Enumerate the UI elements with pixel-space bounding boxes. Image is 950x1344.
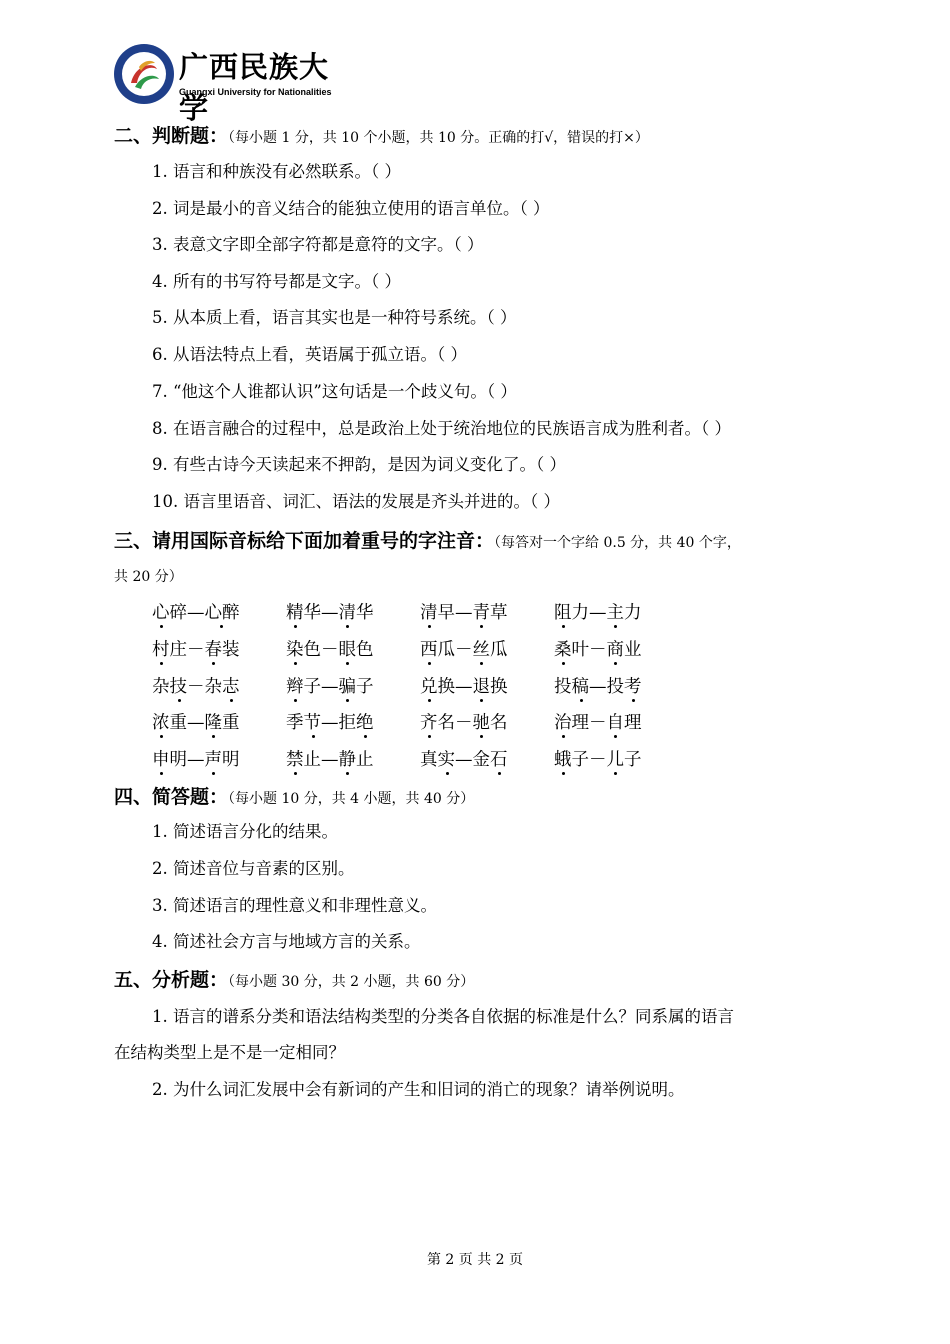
university-name-en: Guangxi University for Nationalities <box>179 87 332 97</box>
emphasis-dot <box>294 772 297 775</box>
emphasis-dot <box>160 735 163 738</box>
emphasis-dot <box>614 772 617 775</box>
section4-heading <box>114 785 474 811</box>
word-pair: 染色－眼色 <box>286 640 374 660</box>
section3-note: （每答对一个字给 0.5 分，共 40 个字， <box>494 535 741 551</box>
page-number: 第 2 页 共 2 页 <box>426 1252 524 1268</box>
word-pair: 申明—声明 <box>152 750 240 770</box>
emphasis-dot <box>160 662 163 665</box>
word-pair: 真实—金石 <box>420 750 508 770</box>
section3-heading <box>114 529 741 555</box>
section5-note: （每小题 30 分，共 2 小题，共 60 分） <box>228 974 475 990</box>
emphasis-dot <box>212 772 215 775</box>
section3-note-continued: 共 20 分） <box>114 569 183 585</box>
emphasis-dot <box>312 735 315 738</box>
section3-title: 三、请用国际音标给下面加着重号的字注音： <box>114 530 495 552</box>
emphasis-dot <box>346 772 349 775</box>
university-logo <box>113 43 353 125</box>
word-pair: 兑换—退换 <box>420 677 508 697</box>
emphasis-dot <box>562 735 565 738</box>
emphasis-dot <box>160 625 163 628</box>
emphasis-dot <box>346 625 349 628</box>
analysis-item-1-line1: 1. 语言的谱系分类和语法结构类型的分类各自依据的标准是什么？同系属的语言 <box>152 1007 734 1026</box>
judge-item: 4. 所有的书写符号都是文字。（ ） <box>152 272 401 291</box>
section2-heading <box>114 124 649 150</box>
section4-note: （每小题 10 分，共 4 小题，共 40 分） <box>228 791 475 807</box>
word-pair: 治理－自理 <box>554 713 642 733</box>
judge-item: 2. 词是最小的音义结合的能独立使用的语言单位。（ ） <box>152 199 550 218</box>
judge-item: 6. 从语法特点上看，英语属于孤立语。（ ） <box>152 345 467 364</box>
emphasis-dot <box>428 625 431 628</box>
university-seal-icon <box>113 43 175 105</box>
section5-heading <box>114 968 474 994</box>
emphasis-dot <box>480 735 483 738</box>
word-pair: 辫子—骗子 <box>286 677 374 697</box>
word-pair: 浓重—隆重 <box>152 713 240 733</box>
analysis-item-1-line2: 在结构类型上是不是一定相同？ <box>114 1043 345 1062</box>
judge-item: 9. 有些古诗今天读起来不押韵，是因为词义变化了。（ ） <box>152 455 566 474</box>
emphasis-dot <box>294 699 297 702</box>
judge-item: 10. 语言里语音、词汇、语法的发展是齐头并进的。（ ） <box>152 492 560 511</box>
emphasis-dot <box>294 662 297 665</box>
word-pair: 清早—青草 <box>420 603 508 623</box>
emphasis-dot <box>428 662 431 665</box>
emphasis-dot <box>614 735 617 738</box>
section4-title: 四、简答题： <box>114 786 229 808</box>
emphasis-dot <box>580 699 583 702</box>
word-pair: 季节—拒绝 <box>286 713 374 733</box>
analysis-item-2: 2. 为什么词汇发展中会有新词的产生和旧词的消亡的现象？请举例说明。 <box>152 1080 685 1099</box>
emphasis-dot <box>364 735 367 738</box>
word-pair: 杂技－杂志 <box>152 677 240 697</box>
university-name-cn: 广西民族大学 <box>179 50 330 125</box>
emphasis-dot <box>428 699 431 702</box>
word-pair: 心碎—心醉 <box>152 603 240 623</box>
emphasis-dot <box>220 625 223 628</box>
emphasis-dot <box>346 662 349 665</box>
emphasis-dot <box>632 699 635 702</box>
emphasis-dot <box>562 625 565 628</box>
emphasis-dot <box>446 772 449 775</box>
judge-item: 7. “他这个人谁都认识”这句话是一个歧义句。（ ） <box>152 382 517 401</box>
word-pair: 蛾子－儿子 <box>554 750 642 770</box>
emphasis-dot <box>562 772 565 775</box>
short-answer-item: 2. 简述音位与音素的区别。 <box>152 859 355 878</box>
emphasis-dot <box>230 699 233 702</box>
word-pair: 阻力—主力 <box>554 603 642 623</box>
word-pair: 村庄－春装 <box>152 640 240 660</box>
judge-item: 8. 在语言融合的过程中，总是政治上处于统治地位的民族语言成为胜利者。（ ） <box>152 419 731 438</box>
emphasis-dot <box>480 625 483 628</box>
emphasis-dot <box>614 662 617 665</box>
emphasis-dot <box>212 735 215 738</box>
word-pair: 西瓜－丝瓜 <box>420 640 508 660</box>
emphasis-dot <box>294 625 297 628</box>
emphasis-dot <box>212 662 215 665</box>
word-pair: 投稿—投考 <box>554 677 642 697</box>
judge-item: 3. 表意文字即全部字符都是意符的文字。（ ） <box>152 235 484 254</box>
word-pair: 齐名－驰名 <box>420 713 508 733</box>
emphasis-dot <box>498 772 501 775</box>
emphasis-dot <box>480 662 483 665</box>
short-answer-item: 1. 简述语言分化的结果。 <box>152 822 338 841</box>
judge-item: 5. 从本质上看，语言其实也是一种符号系统。（ ） <box>152 308 517 327</box>
short-answer-item: 4. 简述社会方言与地域方言的关系。 <box>152 932 421 951</box>
judge-item: 1. 语言和种族没有必然联系。（ ） <box>152 162 401 181</box>
emphasis-dot <box>346 699 349 702</box>
short-answer-item: 3. 简述语言的理性意义和非理性意义。 <box>152 896 437 915</box>
emphasis-dot <box>562 662 565 665</box>
section2-title: 二、判断题： <box>114 125 229 147</box>
section2-note: （每小题 1 分，共 10 个小题，共 10 分。正确的打√，错误的打×） <box>228 130 649 146</box>
section5-title: 五、分析题： <box>114 969 229 991</box>
emphasis-dot <box>614 625 617 628</box>
emphasis-dot <box>428 735 431 738</box>
word-pair: 桑叶－商业 <box>554 640 642 660</box>
emphasis-dot <box>160 772 163 775</box>
word-pair: 禁止—静止 <box>286 750 374 770</box>
emphasis-dot <box>178 699 181 702</box>
emphasis-dot <box>480 699 483 702</box>
word-pair: 精华—清华 <box>286 603 374 623</box>
